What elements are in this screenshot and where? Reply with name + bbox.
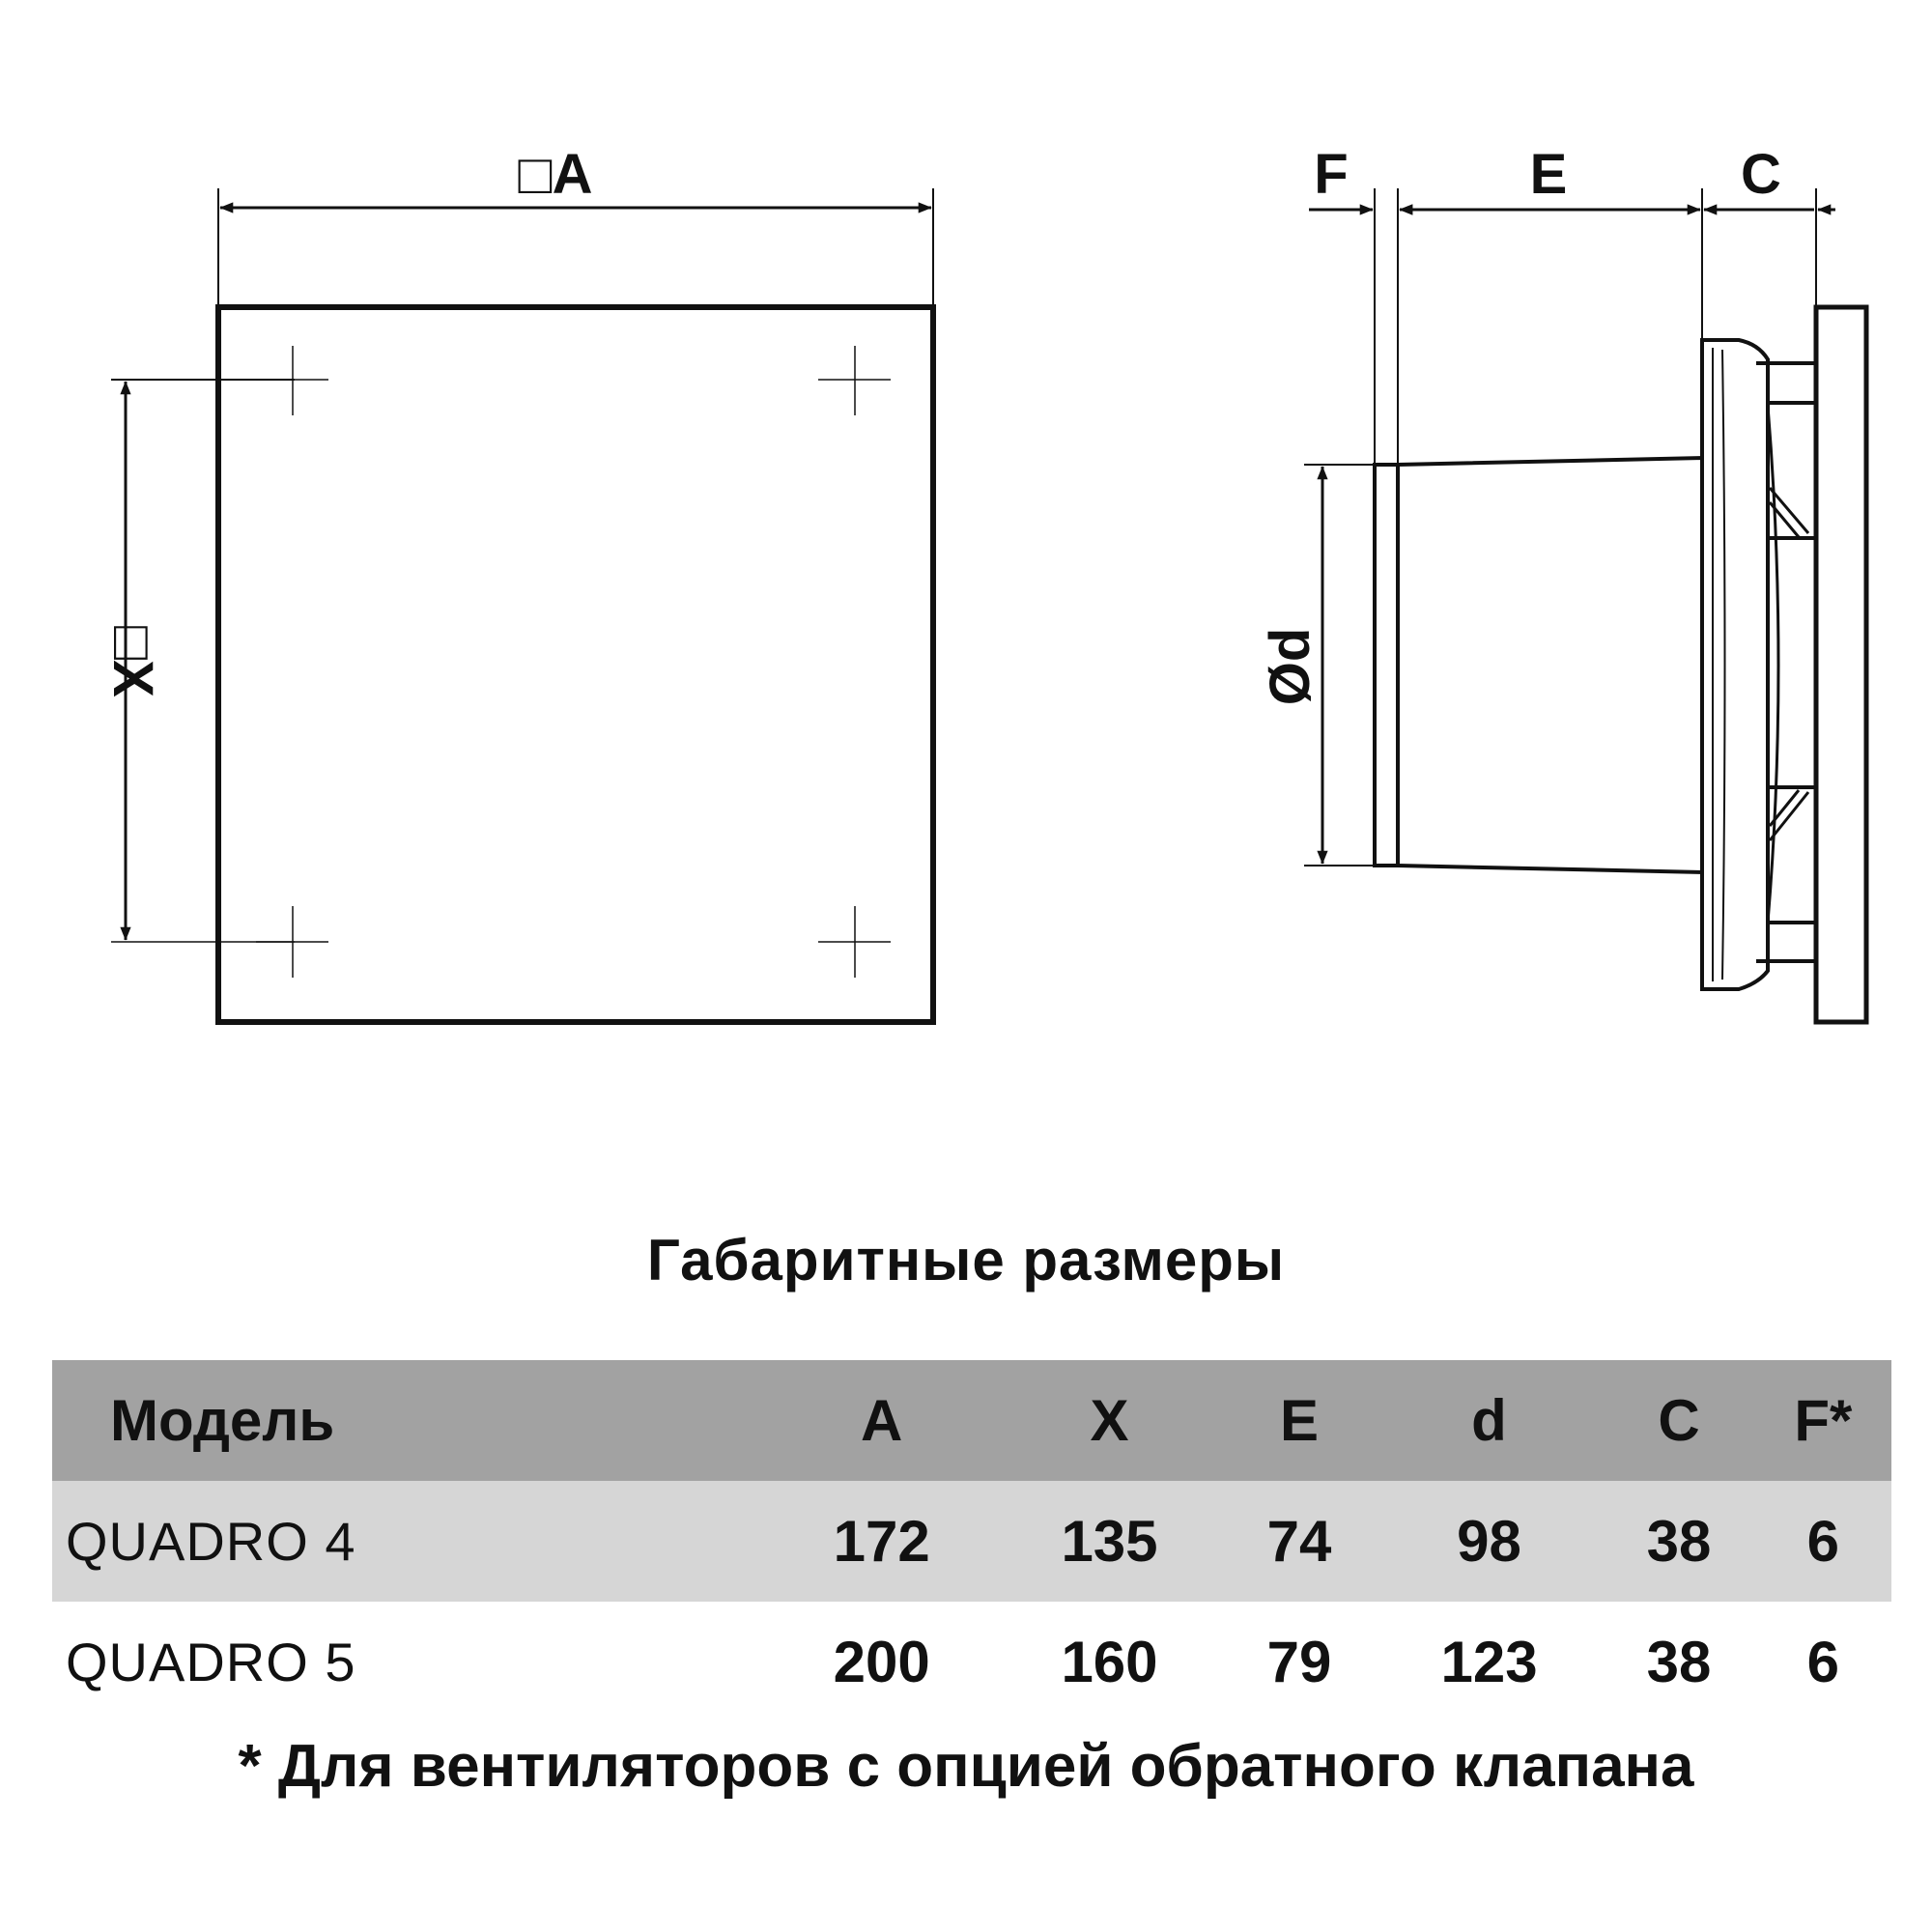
value-c: 38 [1646,1509,1712,1574]
side-view [1304,188,1866,1022]
value-f: 6 [1806,1509,1839,1574]
header-c: C [1658,1388,1700,1453]
value-x: 135 [1061,1509,1158,1574]
header-f: F* [1794,1388,1853,1453]
table-title: Габаритные размеры [646,1228,1286,1293]
dim-c-label: C [1741,143,1781,206]
table-row [52,1602,1891,1722]
model-name: QUADRO 4 [66,1511,356,1572]
dim-f-label: F [1314,143,1349,206]
spigot-ring [1375,465,1398,866]
value-c: 38 [1646,1630,1712,1694]
fan-struts [1756,363,1816,961]
dim-e-label: E [1529,143,1568,206]
value-a: 200 [833,1630,930,1694]
value-e: 79 [1266,1630,1332,1694]
value-e: 74 [1266,1509,1332,1574]
value-x: 160 [1061,1630,1158,1694]
value-d: 98 [1457,1509,1521,1574]
model-name: QUADRO 5 [66,1632,356,1692]
dim-x-label: □X [101,626,164,697]
fan-body-inner [1713,348,1725,981]
front-view [101,143,933,1022]
table-header-row [52,1360,1891,1481]
value-d: 123 [1440,1630,1538,1694]
front-panel [218,307,933,1022]
front-panel-side [1816,307,1866,1022]
value-a: 172 [833,1509,930,1574]
header-e: E [1279,1388,1320,1453]
table-row [52,1481,1891,1602]
value-f: 6 [1806,1630,1839,1694]
spigot-body [1398,458,1702,872]
header-a: A [861,1388,903,1453]
mounting-hole-top-right [818,346,891,415]
footnote: * Для вентиляторов с опцией обратного клапана [238,1733,1694,1800]
header-model: Модель [110,1388,335,1453]
mounting-hole-bottom-left [256,906,328,978]
dimensions-table [52,1360,1891,1722]
dim-a-label: □A [518,143,593,206]
dim-d-label: Ød [1259,627,1321,706]
header-x: X [1090,1388,1129,1453]
mounting-hole-bottom-right [818,906,891,978]
header-d: d [1471,1388,1507,1453]
